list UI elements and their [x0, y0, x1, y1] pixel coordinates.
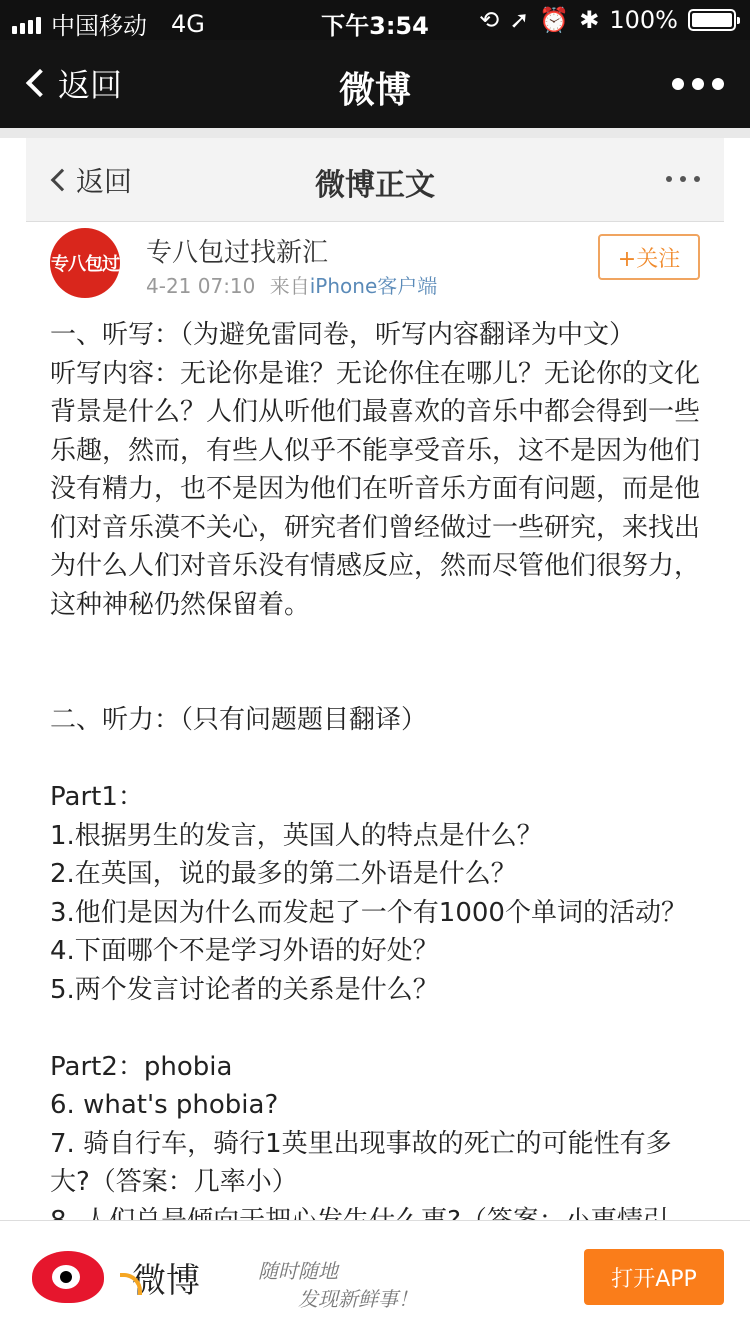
post-paragraph: Part1：: [50, 782, 144, 812]
dot-icon: [672, 78, 684, 90]
carrier-label: 中国移动: [51, 12, 147, 40]
dot-icon: [680, 176, 686, 182]
bottom-banner: [0, 1220, 750, 1334]
logo-text: 微博: [132, 1260, 200, 1301]
post-paragraph: [50, 624, 710, 663]
post-meta: [146, 270, 437, 299]
ghost-strip: [0, 128, 750, 138]
status-time: 下午3:54: [321, 12, 429, 40]
slogan-line1: 随时随地: [258, 1259, 338, 1283]
avatar-text: 专八包过: [51, 254, 119, 275]
post-paragraph: 6. what's phobia?: [50, 1090, 279, 1120]
post-paragraph: Part2：phobia: [50, 1051, 233, 1082]
avatar[interactable]: [50, 228, 120, 298]
bluetooth-icon: ✱: [579, 6, 600, 34]
post-paragraph: 7. 骑自行车，骑行1英里出现事故的死亡的可能性有多大?（答案：几率小）: [50, 1128, 672, 1197]
post-paragraph: [50, 663, 710, 702]
inner-header: [26, 138, 724, 222]
post-paragraph: [50, 740, 710, 779]
open-app-button[interactable]: 打开APP: [584, 1249, 724, 1305]
post-paragraph: 4.下面哪个不是学习外语的好处？: [50, 936, 439, 966]
weibo-eye-icon: [32, 1251, 104, 1303]
post-paragraph: 1.根据男生的发言，英国人的特点是什么？: [50, 820, 543, 851]
post-body: [50, 316, 710, 1240]
slogan: [258, 1257, 418, 1313]
author-name[interactable]: 专八包过找新汇: [146, 238, 329, 268]
battery-percent: 100%: [609, 6, 678, 34]
inner-more-button[interactable]: [666, 176, 700, 182]
back-label: 返回: [58, 66, 123, 104]
post-time: 4-21 07:10: [146, 274, 256, 298]
rotation-lock-icon: ⟲: [479, 6, 500, 34]
inner-title: 微博正文: [315, 168, 435, 203]
status-right: [479, 6, 736, 34]
weibo-logo: [32, 1251, 200, 1303]
dot-icon: [694, 176, 700, 182]
post-paragraph: 2.在英国，说的最多的第二外语是什么？: [50, 859, 517, 889]
post-paragraph: 听写内容：无论你是谁？无论你住在哪儿？无论你的文化背景是什么？人们从听他们最喜欢的音乐中都会得到一些乐趣，然而，有些人似乎不能享受音乐，这不是因为他们没有精力，也不是因为他们在听音乐方面有问题，而是他们对音乐漠不关心，研究者们曾经做过一些研究，来找出为什么人们对音乐没有情感反应，然而尽管他们很努力，这种神秘仍然保留着。: [50, 358, 701, 620]
post-source: iPhone客户端: [309, 274, 438, 298]
page-title: 微博: [338, 70, 411, 111]
dot-icon: [692, 78, 704, 90]
post-paragraph: 一、听写：（为避免雷同卷，听写内容翻译为中文）: [50, 320, 636, 350]
post-paragraph: 3.他们是因为什么而发起了一个有1000个单词的活动？: [50, 897, 687, 928]
source-prefix: 来自: [269, 274, 310, 298]
content-area[interactable]: [0, 128, 750, 1220]
location-icon: ➚: [509, 6, 530, 34]
dot-icon: [712, 78, 724, 90]
slogan-line2: 发现新鲜事！: [298, 1287, 418, 1311]
alarm-icon: ⏰: [539, 6, 570, 34]
follow-button[interactable]: +关注: [598, 234, 700, 280]
post-paragraph: [50, 1009, 710, 1048]
battery-icon: [688, 9, 736, 31]
post-paragraph: 二、听力：（只有问题题目翻译）: [50, 705, 428, 735]
nav-bar: [0, 40, 750, 128]
inner-back-label: 返回: [76, 165, 133, 198]
status-bar: [0, 0, 750, 40]
more-button[interactable]: [672, 78, 724, 90]
post-paragraph: 5.两个发言讨论者的关系是什么？: [50, 974, 439, 1005]
network-label: 4G: [171, 9, 205, 38]
dot-icon: [666, 176, 672, 182]
